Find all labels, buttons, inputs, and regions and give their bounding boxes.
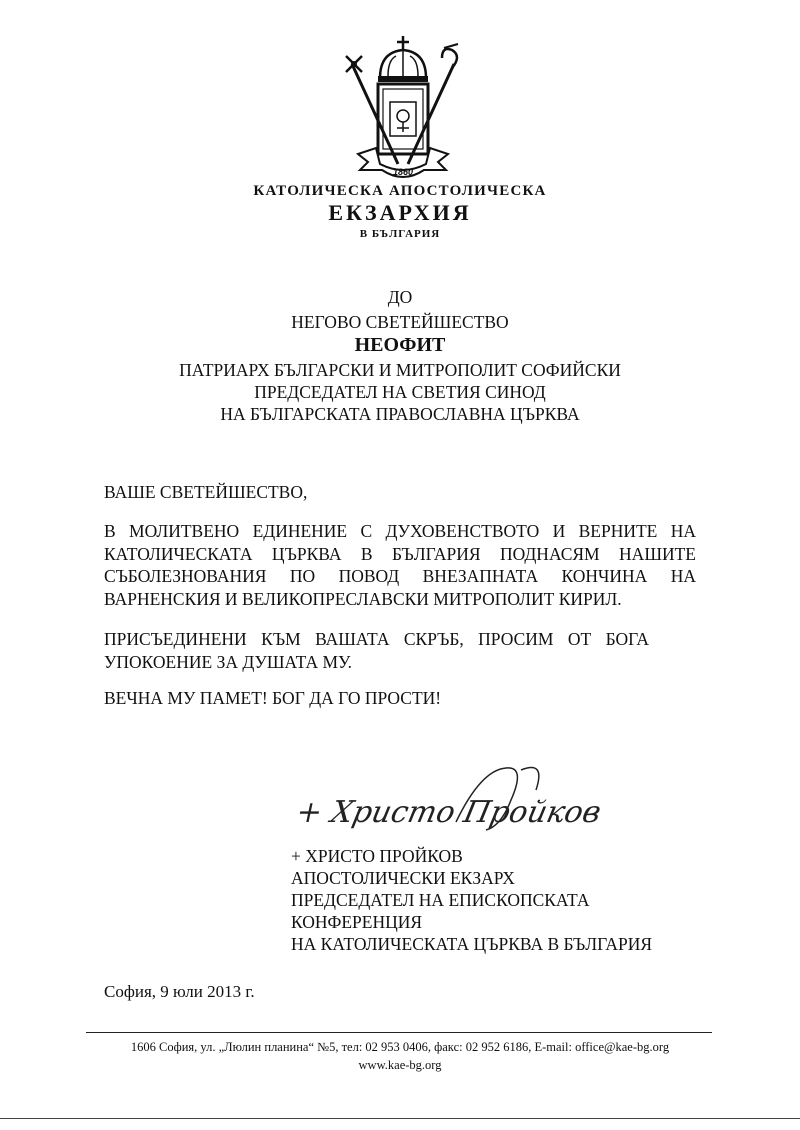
exarchate-emblem-icon (338, 34, 468, 184)
emblem-year: 1860 (392, 167, 414, 177)
signer-title-2: ПРЕДСЕДАТЕЛ НА ЕПИСКОПСКАТА (291, 890, 590, 910)
addressee-to: ДО (387, 287, 413, 307)
salutation: ВАШЕ СВЕТЕЙШЕСТВО, (104, 482, 308, 502)
paragraph-line: УПОКОЕНИЕ ЗА ДУШАТА МУ. (104, 651, 352, 672)
scan-edge-line (0, 1118, 800, 1119)
footer-divider (86, 1032, 712, 1033)
footer-address: 1606 София, ул. „Люлин планина“ №5, тел: 02 953 0406, факс: 02 952 6186, E-mail: office@kae-bg.org (130, 1040, 670, 1054)
signature-handwriting: + Христо Пройков (293, 795, 605, 830)
org-name-line2: ЕКЗАРХИЯ (328, 200, 472, 225)
org-name-line1: КАТОЛИЧЕСКА АПОСТОЛИЧЕСКА (253, 183, 547, 199)
paragraph-eternal-memory: ВЕЧНА МУ ПАМЕТ! БОГ ДА ГО ПРОСТИ! (104, 688, 442, 708)
signer-title-4: НА КАТОЛИЧЕСКАТА ЦЪРКВА В БЪЛГАРИЯ (291, 934, 653, 954)
paragraph-condolences (104, 520, 696, 610)
signer-title-3: КОНФЕРЕНЦИЯ (291, 912, 423, 932)
paragraph-line: ПРИСЪЕДИНЕНИ КЪМ ВАШАТА СКРЪБ, ПРОСИМ ОТ БОГА (104, 629, 649, 649)
paragraph-line: СЪБОЛЕЗНОВАНИЯ ПО ПОВОД ВНЕЗАПНАТА КОНЧИНА НА (104, 566, 696, 586)
paragraph-prayer (104, 628, 649, 673)
addressee-name: НЕОФИТ (354, 334, 446, 356)
org-name-line3: В БЪЛГАРИЯ (359, 228, 441, 240)
signer-name: + ХРИСТО ПРОЙКОВ (291, 846, 463, 866)
paragraph-line: ВАРНЕНСКИЯ И ВЕЛИКОПРЕСЛАВСКИ МИТРОПОЛИТ КИРИЛ. (104, 588, 622, 609)
paragraph-line: В МОЛИТВЕНО ЕДИНЕНИЕ С ДУХОВЕНСТВОТО И ВЕРНИТЕ НА (104, 521, 696, 541)
addressee-honorific: НЕГОВО СВЕТЕЙШЕСТВО (291, 312, 509, 332)
addressee-title-2: ПРЕДСЕДАТЕЛ НА СВЕТИЯ СИНОД (254, 382, 546, 402)
addressee-title-1: ПАТРИАРХ БЪЛГАРСКИ И МИТРОПОЛИТ СОФИЙСКИ (179, 360, 621, 380)
handwritten-signature-icon (293, 760, 605, 840)
letter-date: София, 9 юли 2013 г. (104, 982, 255, 1001)
paragraph-line: КАТОЛИЧЕСКАТА ЦЪРКВА В БЪЛГАРИЯ ПОДНАСЯМ НАШИТЕ (104, 543, 696, 564)
addressee-title-3: НА БЪЛГАРСКАТА ПРАВОСЛАВНА ЦЪРКВА (220, 404, 580, 424)
signer-title-1: АПОСТОЛИЧЕСКИ ЕКЗАРХ (291, 868, 515, 888)
footer-website: www.kae-bg.org (358, 1058, 442, 1072)
